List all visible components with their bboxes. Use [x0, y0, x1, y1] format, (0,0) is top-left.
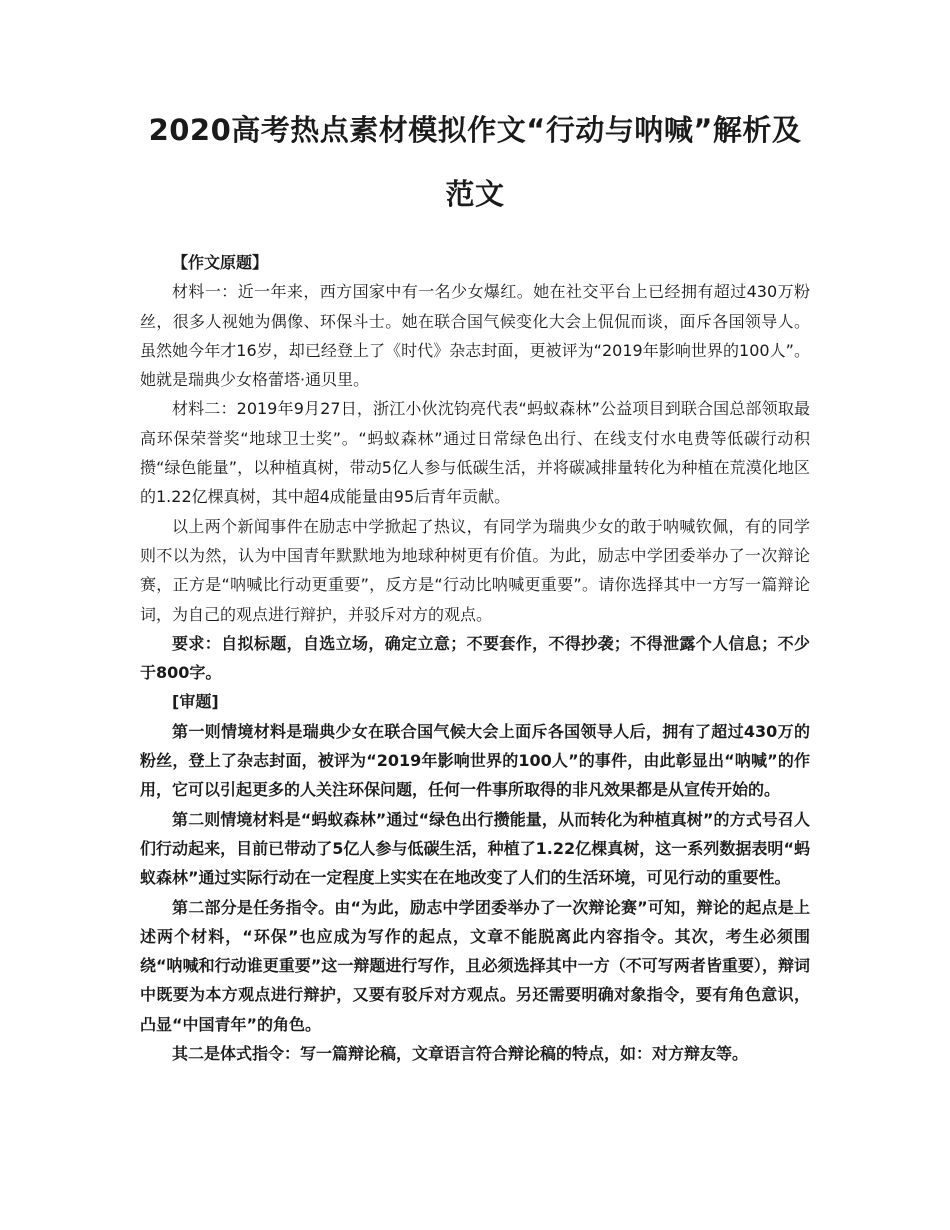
document-body — [140, 248, 810, 1068]
paragraph: 其二是体式指令：写一篇辩论稿，文章语言符合辩论稿的特点，如：对方辩友等。 — [172, 1044, 749, 1064]
paragraph: 第二则情境材料是“蚂蚁森林”通过“绿色出行攒能量，从而转化为种植真树”的方式号召人们行动起来，目前已带动了5亿人参与低碳生活，种植了1.22亿棵真树，这一系列数据表明“蚂蚁森林”通过实际行动在一定程度上实实在在地改变了人们的生活环境，可见行动的重要性。 — [140, 809, 810, 888]
paragraph: 【作文原题】 — [172, 253, 269, 272]
paragraph: 第一则情境材料是瑞典少女在联合国气候大会上面斥各国领导人后，拥有了超过430万的粉丝，登上了杂志封面，被评为“2019年影响世界的100人”的事件，由此彰显出“呐喊”的作用，它可以引起更多的人关注环保问题，任何一件事所取得的非凡效果都是从宣传开始的。 — [140, 721, 810, 800]
paragraph: 以上两个新闻事件在励志中学掀起了热议，有同学为瑞典少女的敢于呐喊钦佩，有的同学则不以为然，认为中国青年默默地为地球种树更有价值。为此，励志中学团委举办了一次辩论赛，正方是“呐喊比行动更重要”，反方是“行动比呐喊更重要”。请你选择其中一方写一篇辩论词，为自己的观点进行辩护，并驳斥对方的观点。 — [140, 516, 810, 624]
document-title: 2020高考热点素材模拟作文“行动与呐喊”解析及范文 — [148, 113, 802, 211]
paragraph: [审题] — [172, 692, 219, 712]
paragraph: 要求：自拟标题，自选立场，确定立意；不要套作，不得抄袭；不得泄露个人信息；不少于800字。 — [140, 633, 810, 683]
paragraph: 材料一：近一年来，西方国家中有一名少女爆红。她在社交平台上已经拥有超过430万粉丝，很多人视她为偶像、环保斗士。她在联合国气候变化大会上侃侃而谈，面斥各国领导人。虽然她今年才16岁，却已经登上了《时代》杂志封面，更被评为“2019年影响世界的100人”。她就是瑞典少女格蕾塔·通贝里。 — [140, 282, 810, 390]
paragraph: 材料二：2019年9月27日，浙江小伙沈钧亮代表“蚂蚁森林”公益项目到联合国总部领取最高环保荣誉奖“地球卫士奖”。“蚂蚁森林”通过日常绿色出行、在线支付水电费等低碳行动积攒“绿色能量”，以种植真树，带动5亿人参与低碳生活，并将碳减排量转化为种植在荒漠化地区的1.22亿棵真树，其中超4成能量由95后青年贡献。 — [140, 399, 810, 507]
paragraph: 第二部分是任务指令。由“为此，励志中学团委举办了一次辩论赛”可知，辩论的起点是上述两个材料，“环保”也应成为写作的起点，文章不能脱离此内容指令。其次，考生必须围绕“呐喊和行动谁更重要”这一辩题进行写作，且必须选择其中一方（不可写两者皆重要），辩词中既要为本方观点进行辩护，又要有驳斥对方观点。另还需要明确对象指令，要有角色意识，凸显“中国青年”的角色。 — [140, 897, 810, 1034]
